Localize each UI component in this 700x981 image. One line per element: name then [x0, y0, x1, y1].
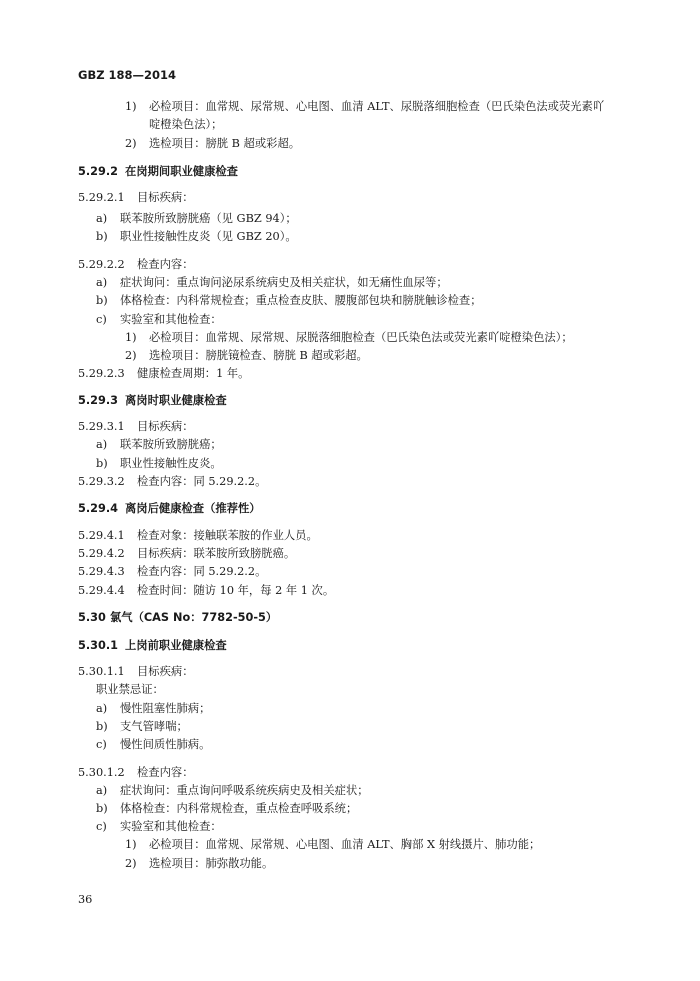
section-heading: [0, 163, 700, 181]
item-number: c): [96, 738, 107, 751]
item-text: 职业性接触性皮炎（见 GBZ 20）。: [120, 230, 297, 243]
item-number: 5.30.1: [78, 639, 119, 652]
item-number: 5.29.4: [78, 502, 119, 515]
item-number: a): [96, 212, 108, 225]
item-text: 在岗期间职业健康检查: [125, 165, 238, 178]
item-text: 支气管哮喘；: [120, 720, 188, 733]
text-line: [0, 663, 700, 681]
item-text: 职业性接触性皮炎。: [120, 457, 222, 470]
page-header: GBZ 188—2014: [78, 68, 177, 82]
item-number: 5.29.4.4: [78, 584, 125, 597]
text-line: [0, 311, 700, 329]
text-line: [0, 256, 700, 274]
item-number: 5.29.2.1: [78, 191, 125, 204]
item-text: 职业禁忌证：: [96, 683, 164, 696]
text-line: [0, 418, 700, 436]
text-line: [0, 681, 700, 699]
text-line: [0, 347, 700, 365]
item-number: b): [96, 720, 108, 733]
section-heading: [0, 392, 700, 410]
text-line: [0, 527, 700, 545]
section-heading: [0, 637, 700, 655]
item-number: 5.30.1.2: [78, 766, 125, 779]
text-line: [0, 782, 700, 800]
item-number: 2): [125, 349, 137, 362]
item-text: 联苯胺所致膀胱癌；: [120, 438, 222, 451]
text-line: [0, 736, 700, 754]
item-number: 5.30.1.1: [78, 665, 125, 678]
item-text: 选检项目：肺弥散功能。: [149, 857, 274, 870]
item-text: 啶橙染色法）；: [149, 118, 223, 131]
item-text: 选检项目：膀胱镜检查、膀胱 B 超或彩超。: [149, 349, 368, 362]
item-text: 实验室和其他检查：: [120, 313, 222, 326]
item-text: 目标疾病：联苯胺所致膀胱癌。: [137, 547, 296, 560]
item-number: 5.30: [78, 611, 106, 624]
text-line: [0, 329, 700, 347]
text-line: [0, 210, 700, 228]
page-number: 36: [78, 893, 93, 906]
item-text: 目标疾病：: [137, 665, 194, 678]
text-line: [0, 455, 700, 473]
item-number: 5.29.4.2: [78, 547, 125, 560]
item-number: 1): [125, 331, 137, 344]
item-number: b): [96, 230, 108, 243]
item-text: 慢性阻塞性肺病；: [120, 702, 211, 715]
item-text: 离岗后健康检查（推荐性）: [125, 502, 261, 515]
text-line: [0, 818, 700, 836]
item-text: 症状询问：重点询问泌尿系统病史及相关症状，如无痛性血尿等；: [120, 276, 448, 289]
text-line: [0, 365, 700, 383]
text-line: [0, 718, 700, 736]
item-number: 1): [125, 100, 137, 113]
item-text: 实验室和其他检查：: [120, 820, 222, 833]
item-text: 上岗前职业健康检查: [125, 639, 227, 652]
item-text: 体格检查：内科常规检查，重点检查呼吸系统；: [120, 802, 358, 815]
item-number: 5.29.2.2: [78, 258, 125, 271]
text-line: [0, 764, 700, 782]
item-text: 离岗时职业健康检查: [125, 394, 227, 407]
text-line: [0, 436, 700, 454]
item-text: 检查内容：: [137, 766, 194, 779]
item-number: 5.29.3.2: [78, 475, 125, 488]
item-number: 2): [125, 857, 137, 870]
item-text: 检查内容：同 5.29.2.2。: [137, 565, 267, 578]
item-number: c): [96, 820, 107, 833]
item-text: 检查内容：同 5.29.2.2。: [137, 475, 267, 488]
item-text: 目标疾病：: [137, 191, 194, 204]
item-text: 症状询问：重点询问呼吸系统疾病史及相关症状；: [120, 784, 369, 797]
text-line: [0, 116, 700, 134]
item-number: 2): [125, 137, 137, 150]
text-line: [0, 473, 700, 491]
text-line: [0, 545, 700, 563]
text-line: [0, 228, 700, 246]
item-number: 5.29.4.3: [78, 565, 125, 578]
item-number: a): [96, 276, 108, 289]
text-line: [0, 98, 700, 116]
item-text: 检查对象：接触联苯胺的作业人员。: [137, 529, 318, 542]
item-number: 5.29.4.1: [78, 529, 125, 542]
text-line: [0, 135, 700, 153]
item-text: 慢性间质性肺病。: [120, 738, 211, 751]
item-number: b): [96, 802, 108, 815]
item-number: 5.29.2.3: [78, 367, 125, 380]
item-text: 目标疾病：: [137, 420, 194, 433]
item-number: c): [96, 313, 107, 326]
item-text: 健康检查周期：1 年。: [137, 367, 250, 380]
item-text: 选检项目：膀胱 B 超或彩超。: [149, 137, 301, 150]
item-number: b): [96, 294, 108, 307]
text-line: [0, 800, 700, 818]
text-line: [0, 292, 700, 310]
item-number: 1): [125, 838, 137, 851]
item-number: a): [96, 702, 108, 715]
item-number: a): [96, 784, 108, 797]
text-line: [0, 855, 700, 873]
text-line: [0, 700, 700, 718]
section-heading: [0, 500, 700, 518]
item-number: a): [96, 438, 108, 451]
section-heading: [0, 609, 700, 627]
item-text: 体格检查：内科常规检查；重点检查皮肤、腰腹部包块和膀胱触诊检查；: [120, 294, 482, 307]
text-line: [0, 582, 700, 600]
text-line: [0, 563, 700, 581]
item-text: 必检项目：血常规、尿常规、心电图、血清 ALT、胸部 X 射线摄片、肺功能；: [149, 838, 541, 851]
item-text: 检查时间：随访 10 年，每 2 年 1 次。: [137, 584, 335, 597]
text-line: [0, 836, 700, 854]
item-text: 必检项目：血常规、尿常规、心电图、血清 ALT、尿脱落细胞检查（巴氏染色法或荧光素吖: [149, 100, 605, 113]
item-text: 必检项目：血常规、尿常规、尿脱落细胞检查（巴氏染色法或荧光素吖啶橙染色法）；: [149, 331, 573, 344]
text-line: [0, 189, 700, 207]
item-text: 联苯胺所致膀胱癌（见 GBZ 94）；: [120, 212, 297, 225]
item-number: b): [96, 457, 108, 470]
item-number: 5.29.2: [78, 165, 119, 178]
item-text: 检查内容：: [137, 258, 194, 271]
item-number: 5.29.3.1: [78, 420, 125, 433]
text-line: [0, 274, 700, 292]
item-text: 氯气（CAS No：7782-50-5）: [110, 611, 278, 624]
item-number: 5.29.3: [78, 394, 119, 407]
